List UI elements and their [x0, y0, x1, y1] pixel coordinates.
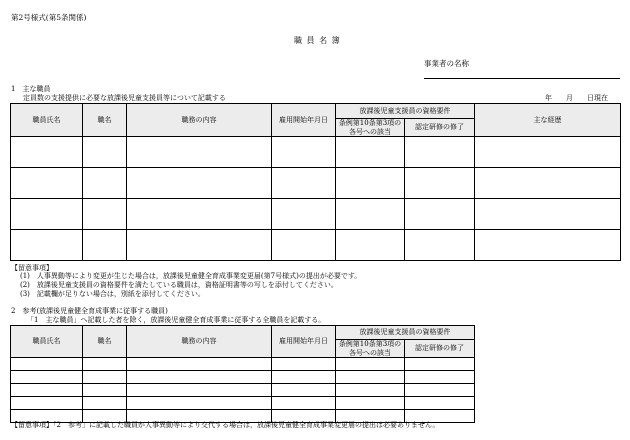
- section1-note: (2) 放課後児童支援員の資格要件を満たしている職員は，資格証明書等の写しを添付してください。: [20, 281, 338, 289]
- cell-input[interactable]: [11, 199, 83, 230]
- cell-input[interactable]: [336, 371, 405, 384]
- operator-label: 事業者の名称: [424, 59, 469, 68]
- cell-input[interactable]: [11, 384, 83, 397]
- section1-description: 定員数の支援提供に必要な放課後児童支援員等について記載する: [23, 94, 226, 102]
- cell-input[interactable]: [475, 168, 621, 199]
- cell-input[interactable]: [83, 384, 127, 397]
- section2-heading: 2 参考(放課後児童健全育成事業に従事する職員): [11, 307, 168, 315]
- table-row: [11, 137, 621, 168]
- cell-input[interactable]: [127, 137, 272, 168]
- cell-input[interactable]: [11, 168, 83, 199]
- cell-input[interactable]: [272, 199, 336, 230]
- form-number: 第2号様式(第5条関係): [11, 13, 87, 22]
- cell-input[interactable]: [272, 358, 336, 371]
- cell-input[interactable]: [127, 397, 272, 410]
- cell-input[interactable]: [272, 230, 336, 261]
- cell-input[interactable]: [83, 371, 127, 384]
- cell-input[interactable]: [83, 137, 127, 168]
- col-header-name: 職員氏名: [11, 326, 83, 358]
- table-row: [11, 168, 621, 199]
- reference-staff-table: [10, 325, 475, 423]
- main-staff-table: [10, 103, 621, 261]
- cell-input[interactable]: [11, 397, 83, 410]
- cell-input[interactable]: [475, 137, 621, 168]
- section2-notes: [11, 421, 439, 429]
- section2-note: 「2 参考」に記載した職員が人事異動等により交代する場合は，放課後児童健全育成事業変更届の提出は必要ありません。: [53, 421, 440, 429]
- cell-input[interactable]: [11, 230, 83, 261]
- table-row: [11, 371, 475, 384]
- col-header-duties: 職務の内容: [127, 326, 272, 358]
- cell-input[interactable]: [405, 137, 475, 168]
- cell-input[interactable]: [336, 384, 405, 397]
- cell-input[interactable]: [336, 137, 405, 168]
- cell-input[interactable]: [272, 371, 336, 384]
- col-header-name: 職員氏名: [11, 104, 83, 137]
- col-header-qual-article: 条例第10条第3項の各号への該当: [336, 340, 405, 358]
- cell-input[interactable]: [127, 168, 272, 199]
- cell-input[interactable]: [127, 230, 272, 261]
- cell-input[interactable]: [83, 230, 127, 261]
- col-header-position: 職名: [83, 104, 127, 137]
- cell-input[interactable]: [272, 168, 336, 199]
- section1-date-label: 年 月 日現在: [545, 94, 608, 102]
- page-title: 職 員 名 簿: [294, 36, 341, 45]
- section1-note: (1) 人事異動等により変更が生じた場合は，放課後児童健全育成事業変更届(第7号様式)の提出が必要です。: [20, 272, 362, 280]
- cell-input[interactable]: [11, 371, 83, 384]
- section1-heading: 1 主な職員: [11, 85, 51, 93]
- cell-input[interactable]: [405, 371, 475, 384]
- col-header-qual-article: 条例第10条第3項の各号への該当: [336, 119, 405, 137]
- cell-input[interactable]: [336, 168, 405, 199]
- cell-input[interactable]: [83, 358, 127, 371]
- col-header-qual-training: 認定研修の修了: [405, 119, 475, 137]
- cell-input[interactable]: [405, 168, 475, 199]
- col-header-position: 職名: [83, 326, 127, 358]
- cell-input[interactable]: [405, 397, 475, 410]
- section2-notes-heading: 【留意事項】: [11, 421, 53, 429]
- operator-name-line[interactable]: [424, 78, 620, 79]
- cell-input[interactable]: [11, 137, 83, 168]
- cell-input[interactable]: [127, 199, 272, 230]
- col-header-duties: 職務の内容: [127, 104, 272, 137]
- cell-input[interactable]: [336, 358, 405, 371]
- cell-input[interactable]: [272, 397, 336, 410]
- cell-input[interactable]: [127, 371, 272, 384]
- cell-input[interactable]: [336, 397, 405, 410]
- cell-input[interactable]: [405, 199, 475, 230]
- col-header-qualification-group: 放課後児童支援員の資格要件: [336, 326, 475, 340]
- cell-input[interactable]: [272, 137, 336, 168]
- table-row: [11, 230, 621, 261]
- cell-input[interactable]: [336, 230, 405, 261]
- cell-input[interactable]: [475, 199, 621, 230]
- table-row: [11, 199, 621, 230]
- section1-note: (3) 記載欄が足りない場合は，別紙を添付してください。: [20, 290, 205, 298]
- cell-input[interactable]: [127, 358, 272, 371]
- cell-input[interactable]: [405, 384, 475, 397]
- section1-notes-heading: 【留意事項】: [11, 264, 53, 272]
- table-row: [11, 358, 475, 371]
- col-header-qual-training: 認定研修の修了: [405, 340, 475, 358]
- table-row: [11, 397, 475, 410]
- cell-input[interactable]: [272, 384, 336, 397]
- table-row: [11, 384, 475, 397]
- cell-input[interactable]: [475, 230, 621, 261]
- cell-input[interactable]: [11, 358, 83, 371]
- col-header-start-date: 雇用開始年月日: [272, 104, 336, 137]
- col-header-start-date: 雇用開始年月日: [272, 326, 336, 358]
- cell-input[interactable]: [405, 358, 475, 371]
- section2-description: 「1 主な職員」へ記載した者を除く，放課後児童健全育成事業に従事する全職員を記載する。: [27, 316, 326, 324]
- col-header-career: 主な経歴: [475, 104, 621, 137]
- cell-input[interactable]: [405, 230, 475, 261]
- cell-input[interactable]: [83, 199, 127, 230]
- cell-input[interactable]: [83, 397, 127, 410]
- cell-input[interactable]: [83, 168, 127, 199]
- cell-input[interactable]: [127, 384, 272, 397]
- col-header-qualification-group: 放課後児童支援員の資格要件: [336, 104, 475, 119]
- cell-input[interactable]: [336, 199, 405, 230]
